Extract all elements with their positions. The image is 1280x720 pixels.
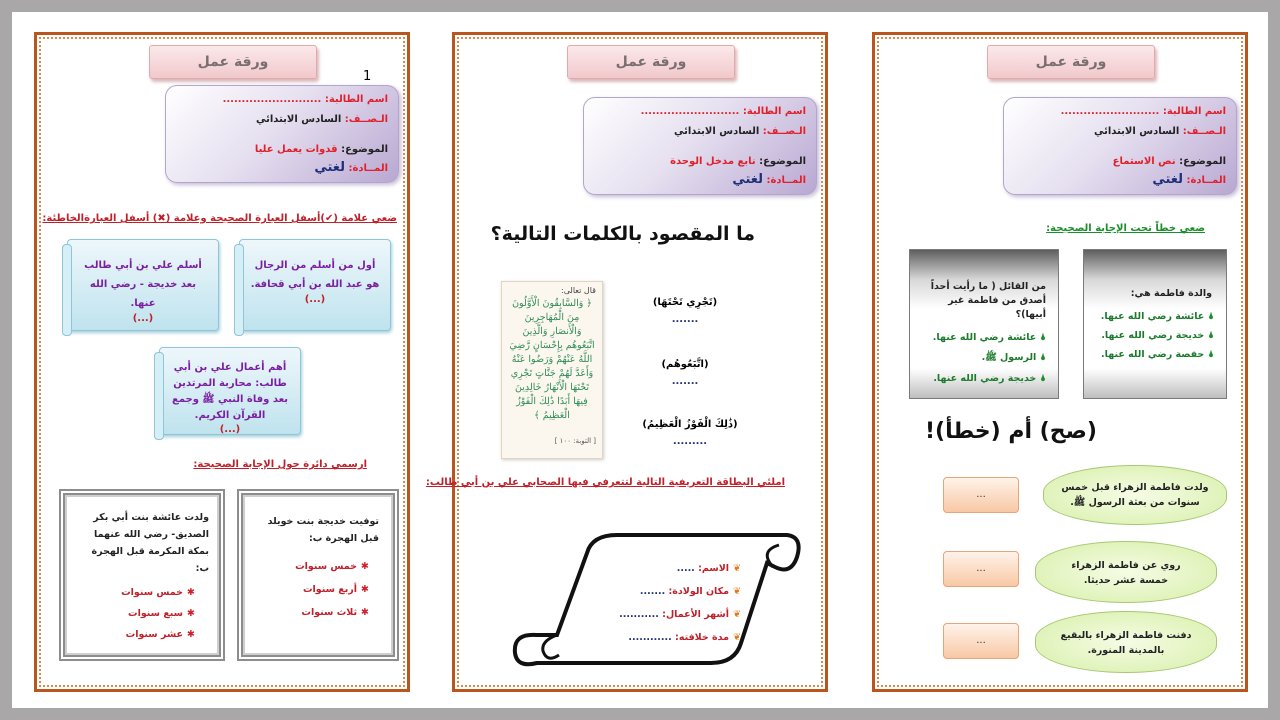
tf-card-1-text: أول من أسلم من الرجال هو عبد الله بن أبي قحافة.: [250, 260, 380, 290]
answer-box[interactable]: ...: [943, 477, 1019, 513]
mcq-2-option: ✱سبع سنوات: [128, 608, 195, 619]
term-row: [625, 359, 745, 387]
tf-card-1: [239, 239, 391, 331]
mcq-1-option: 🌢خديجة رضي الله عنها.: [1101, 330, 1214, 341]
answer-box[interactable]: ...: [943, 551, 1019, 587]
panel-left: [34, 32, 410, 692]
worksheet-title-right: ورقة عمل: [987, 45, 1155, 79]
mcq-1-option: 🌢حفصة رضي الله عنها.: [1101, 349, 1214, 360]
mcq-2-option: ✱خمس سنوات: [121, 587, 195, 598]
term-label: (تَجْرِي تَحْتَهَا): [652, 297, 718, 308]
mcq-1-question: والدة فاطمة هي:: [1130, 288, 1212, 299]
answer-box[interactable]: ...: [943, 623, 1019, 659]
instruction-circle: ارسمي دائرة حول الإجابة الصحيحة:: [193, 459, 367, 470]
student-blank: ..........................: [1060, 106, 1160, 117]
mcq-frame-1: [237, 489, 399, 661]
tf-card-2-text: أسلم علي بن أبي طالب بعد خديجة - رضي الله عنها.: [84, 260, 202, 309]
mcq-1-question: توفيت خديجة بنت خويلد قبل الهجرة ب:: [267, 516, 379, 544]
term-label: (ذَٰلِكَ الْفَوْزُ الْعَظِيمُ): [642, 419, 738, 430]
statement-bubble: [1043, 465, 1227, 525]
statement-text: دفنت فاطمة الزهراء بالبقيع بالمدينة المنورة.: [1060, 630, 1192, 656]
class-value: السادس الابتدائي: [674, 126, 760, 137]
mcq-2-question: من القائل ( ما رأيت أحداً أصدق من فاطمة غير أبيها)؟: [930, 281, 1046, 320]
verse-text: ﴿ وَالسَّابِقُونَ الْأَوَّلُونَ مِنَ الْمُهَاجِرِينَ وَالْأَنصَارِ وَالَّذِينَ اتَّبَعُوهُم بِإِحْسَانٍ رَّضِيَ اللَّهُ عَنْهُمْ وَرَضُوا عَنْهُ وَأَعَدَّ لَهُمْ جَنَّاتٍ تَجْرِي تَحْتَهَا الْأَنْهَارُ خَالِدِينَ فِيهَا أَبَدًا ذَٰلِكَ الْفَوْزُ الْعَظِيمُ ﴾: [509, 298, 595, 421]
true-false-title: (صح) أم (خطأ)!: [925, 419, 1097, 444]
student-blank: ..........................: [222, 94, 322, 105]
mcq-card-1: [1083, 249, 1227, 399]
mcq-2-question: ولدت عائشة بنت أبي بكر الصديق- رضي الله عنهما بمكة المكرمة قبل الهجرة ب:: [91, 512, 209, 574]
tf-card-1-blank: (...): [304, 294, 326, 305]
id-field: ❦مدة خلافته: ............: [628, 632, 741, 643]
statement-text: روي عن فاطمة الزهراء خمسة عشر حديثا.: [1071, 560, 1181, 586]
subject-value: نص الاستماع: [1112, 156, 1176, 167]
mcq-2-option: 🌢الرسول ﷺ.: [981, 352, 1046, 363]
mcq-1-option: ✱ثلاث سنوات: [301, 607, 369, 618]
worksheet-title-middle: ورقة عمل: [567, 45, 735, 79]
student-label: اسم الطالبة:: [742, 106, 806, 117]
subject-label: الموضوع:: [1179, 156, 1226, 167]
mcq-1-option: ✱خمس سنوات: [295, 561, 369, 572]
info-box-right: [1003, 97, 1237, 195]
mcq-card-2: [909, 249, 1059, 399]
material-label: المــادة:: [348, 163, 388, 174]
material-value: لغتي: [314, 160, 345, 175]
mcq-frame-2: [59, 489, 225, 661]
mcq-1-option: 🌢عائشة رضي الله عنها.: [1100, 311, 1214, 322]
tf-card-2-blank: (...): [132, 313, 154, 324]
info-box-left: [165, 85, 399, 183]
panel-middle: [425, 32, 828, 692]
instruction-id-card: املئي البطاقة التعريفية التالية لتتعرفي فيها الصحابي علي بن أبي طالب:: [425, 477, 785, 488]
term-blank: .......: [671, 314, 699, 325]
tf-card-3-blank: (...): [219, 424, 241, 435]
verse-reference: [ التوبة: ١٠٠ ]: [554, 437, 596, 445]
panel-right: [872, 32, 1248, 692]
question-title: ما المقصود بالكلمات التالية؟: [490, 223, 755, 245]
mcq-1-option: ✱أربع سنوات: [302, 584, 369, 595]
worksheet-title-left: ورقة عمل: [149, 45, 317, 79]
class-label: الـصــف:: [762, 126, 806, 137]
info-box-middle: [583, 97, 817, 195]
subject-label: الموضوع:: [759, 156, 806, 167]
id-card-fields: [605, 563, 741, 655]
class-value: السادس الابتدائي: [256, 114, 342, 125]
class-label: الـصــف:: [1182, 126, 1226, 137]
term-blank: .......: [671, 376, 699, 387]
material-value: لغتي: [1152, 172, 1183, 187]
verse-card: [501, 281, 603, 459]
tf-card-3-text: أهم أعمال علي بن أبي طالب: محاربة المرتدين بعد وفاة النبي ﷺ وجمع القرآن الكريم.: [171, 362, 289, 421]
mcq-2-option: ✱عشر سنوات: [125, 629, 195, 640]
tf-card-3: [159, 347, 301, 435]
student-label: اسم الطالبة:: [1162, 106, 1226, 117]
instruction-underline: ضعي خطاً تحت الإجابة الصحيحة:: [1046, 223, 1205, 234]
page-number: 1: [363, 69, 372, 84]
student-blank: ..........................: [640, 106, 740, 117]
id-field: ❦أشهر الأعمال: ...........: [619, 609, 741, 620]
id-field: ❦مكان الولادة: .......: [639, 586, 741, 597]
statement-bubble: [1035, 541, 1217, 603]
subject-label: الموضوع:: [341, 144, 388, 155]
id-field: ❦الاسم: .....: [676, 563, 741, 574]
instruction-check-mark: ضعي علامة (✔)أسفل العبارة الصحيحة وعلامة (✖) أسفل العبارةالخاطئة:: [42, 213, 397, 224]
subject-value: نابع مدخل الوحدة: [670, 156, 756, 167]
student-label: اسم الطالبة:: [324, 94, 388, 105]
statement-text: ولدت فاطمة الزهراء قبل خمس سنوات من بعثة الرسول ﷺ.: [1061, 482, 1209, 508]
class-label: الـصــف:: [344, 114, 388, 125]
tf-card-2: [67, 239, 219, 331]
class-value: السادس الابتدائي: [1094, 126, 1180, 137]
subject-value: قدوات يعمل عليا: [254, 144, 338, 155]
mcq-2-option: 🌢خديجة رضي الله عنها.: [933, 373, 1046, 384]
term-row: [625, 297, 745, 325]
mcq-2-option: 🌢عائشة رضي الله عنها.: [932, 332, 1046, 343]
statement-bubble: [1035, 611, 1217, 673]
term-blank: .........: [672, 436, 708, 447]
material-label: المــادة:: [1186, 175, 1226, 186]
material-value: لغتي: [732, 172, 763, 187]
material-label: المــادة:: [766, 175, 806, 186]
term-label: (اتَّبَعُوهُم): [661, 359, 709, 370]
verse-header: قال تعالى:: [561, 286, 596, 295]
term-row: [625, 419, 755, 447]
